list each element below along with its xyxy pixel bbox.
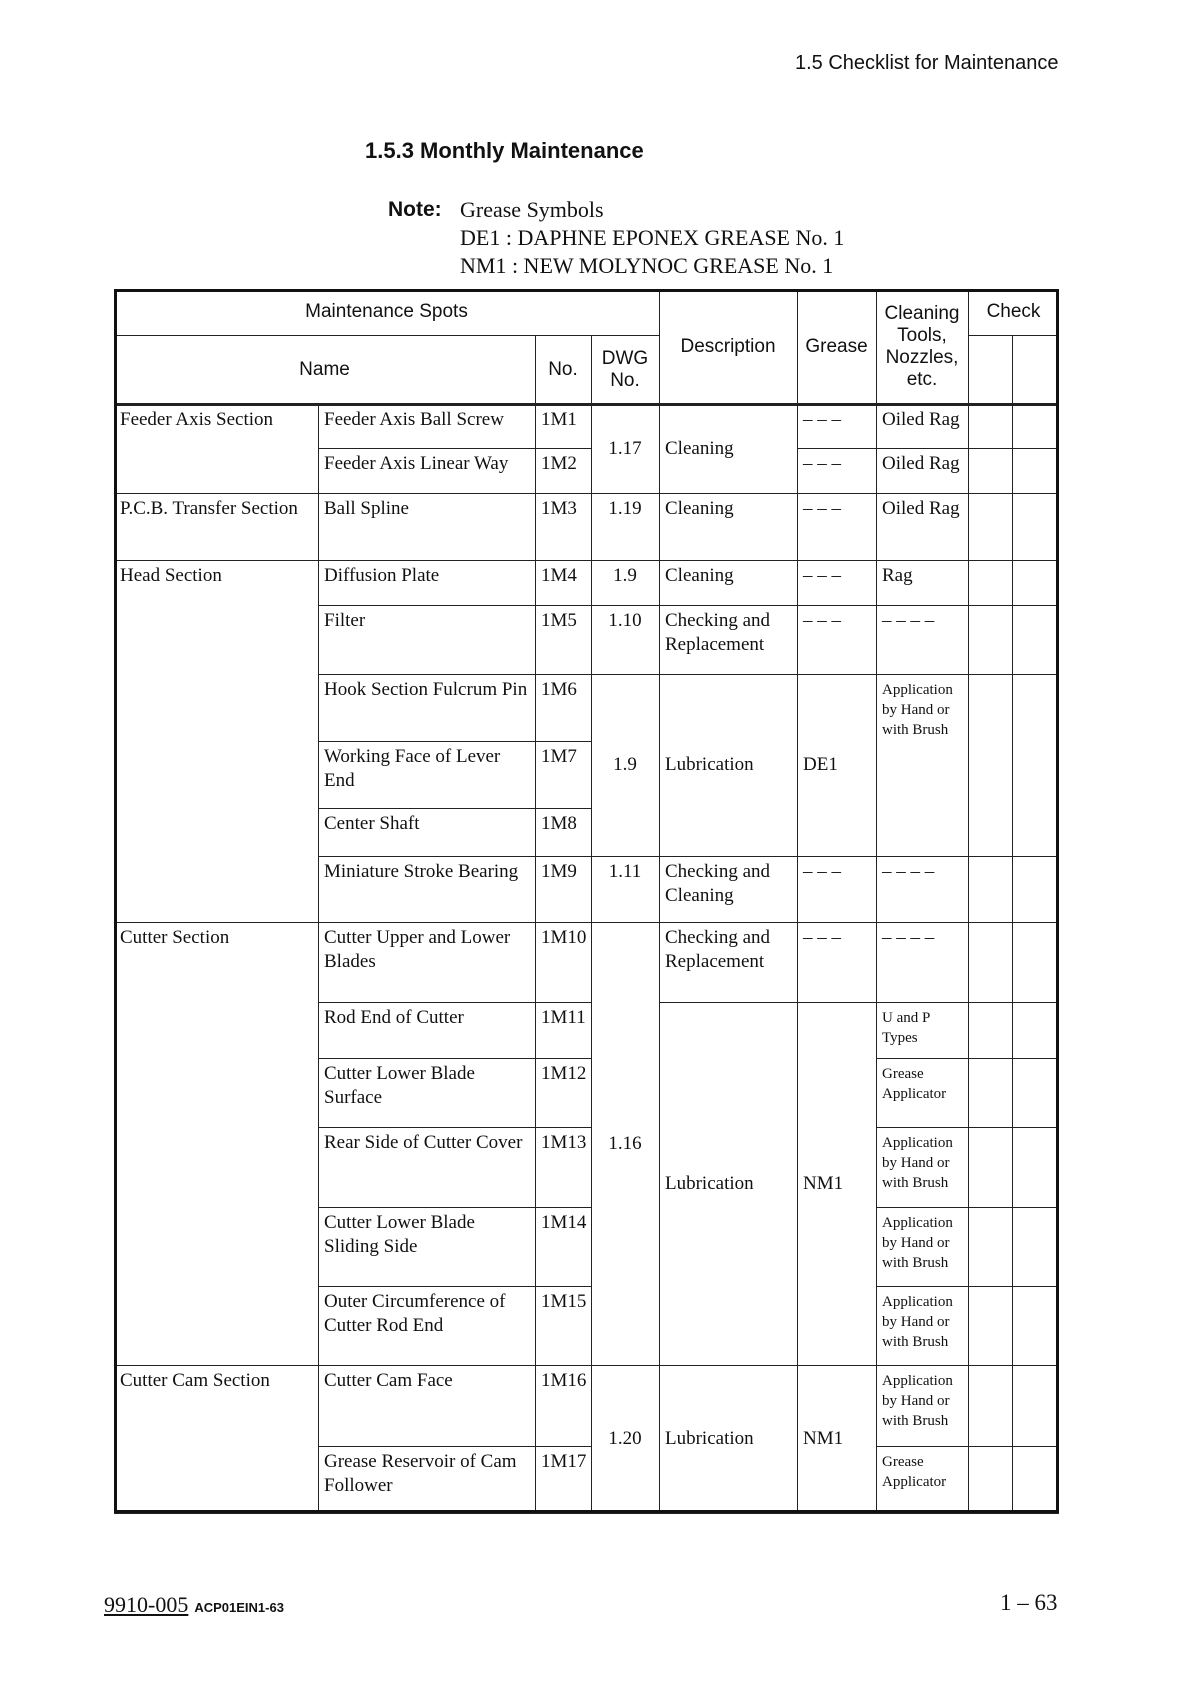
item-no: 1M11 bbox=[541, 1007, 586, 1028]
item-no: 1M14 bbox=[541, 1212, 587, 1233]
grease-symbol: – – – bbox=[803, 927, 841, 948]
section-name: Head Section bbox=[120, 565, 222, 586]
check-box[interactable] bbox=[1012, 674, 1059, 856]
item-name: Grease Reservoir of Cam Follower bbox=[324, 1451, 517, 1496]
header-cleaning-tools: Cleaning Tools, Nozzles, etc. bbox=[884, 302, 960, 390]
description: Lubrication bbox=[665, 754, 754, 775]
doc-code: ACP01EIN1-63 bbox=[194, 1600, 284, 1615]
grease-symbol: NM1 bbox=[803, 1428, 844, 1449]
grease-symbol: – – – bbox=[803, 498, 841, 519]
check-box[interactable] bbox=[968, 1286, 1012, 1365]
description: Cleaning bbox=[665, 437, 734, 459]
item-no: 1M16 bbox=[541, 1370, 587, 1391]
cleaning-tool: Oiled Rag bbox=[882, 409, 960, 430]
item-name: Working Face of Lever End bbox=[324, 746, 501, 791]
item-name: Rod End of Cutter bbox=[324, 1007, 464, 1028]
description: Lubrication bbox=[665, 1172, 754, 1194]
doc-number: 9910-005 bbox=[104, 1592, 189, 1617]
header-check: Check bbox=[986, 301, 1041, 322]
grid-line-h bbox=[591, 1513, 659, 1514]
maintenance-table bbox=[114, 289, 1059, 1513]
check-box[interactable] bbox=[1012, 1058, 1059, 1127]
item-name: Cutter Lower Blade Sliding Side bbox=[324, 1212, 475, 1257]
check-box[interactable] bbox=[1012, 1002, 1059, 1058]
item-no: 1M13 bbox=[541, 1132, 587, 1153]
cleaning-tool: – – – – bbox=[882, 861, 935, 882]
header-no: No. bbox=[548, 358, 578, 380]
check-box[interactable] bbox=[968, 856, 1012, 922]
item-no: 1M17 bbox=[541, 1451, 587, 1472]
dwg-no: 1.9 bbox=[613, 754, 637, 775]
check-box[interactable] bbox=[1012, 493, 1059, 560]
note-line: Grease Symbols bbox=[460, 197, 604, 222]
item-no: 1M9 bbox=[541, 861, 577, 882]
item-name: Hook Section Fulcrum Pin bbox=[324, 679, 528, 700]
grid-line-h bbox=[797, 1513, 876, 1514]
item-no: 1M4 bbox=[541, 565, 577, 586]
grid-line-h bbox=[114, 335, 659, 336]
item-name: Feeder Axis Ball Screw bbox=[324, 409, 504, 430]
footer-doc-id bbox=[104, 1592, 284, 1618]
check-box[interactable] bbox=[1012, 1127, 1059, 1207]
section-name: Cutter Section bbox=[120, 927, 230, 948]
check-box[interactable] bbox=[968, 1058, 1012, 1127]
description: Checking and Replacement bbox=[665, 610, 771, 655]
check-box[interactable] bbox=[1012, 560, 1059, 605]
item-name: Cutter Cam Face bbox=[324, 1370, 453, 1391]
page-number: 1 – 63 bbox=[1000, 1590, 1058, 1615]
check-box[interactable] bbox=[1012, 922, 1059, 1002]
check-box[interactable] bbox=[968, 1127, 1012, 1207]
cleaning-tool: Grease Applicator bbox=[882, 1066, 947, 1102]
check-box[interactable] bbox=[1012, 448, 1059, 493]
check-box[interactable] bbox=[968, 448, 1012, 493]
check-box[interactable] bbox=[968, 1002, 1012, 1058]
check-box[interactable] bbox=[968, 605, 1012, 674]
item-name: Outer Circumference of Cutter Rod End bbox=[324, 1291, 506, 1336]
item-name: Filter bbox=[324, 610, 366, 631]
cleaning-tool: Application by Hand or with Brush bbox=[882, 1373, 953, 1429]
note-label: Note: bbox=[388, 198, 442, 221]
item-name: Feeder Axis Linear Way bbox=[324, 453, 509, 474]
cleaning-tool: – – – – bbox=[882, 610, 935, 631]
grid-line-h bbox=[318, 1513, 591, 1514]
grid-line-h bbox=[114, 1513, 318, 1514]
dwg-no: 1.11 bbox=[608, 861, 642, 882]
dwg-no: 1.17 bbox=[608, 437, 642, 459]
check-box[interactable] bbox=[968, 493, 1012, 560]
section-name: Cutter Cam Section bbox=[120, 1370, 270, 1391]
dwg-no: 1.9 bbox=[613, 565, 637, 586]
cleaning-tool: Grease Applicator bbox=[882, 1454, 947, 1490]
check-box[interactable] bbox=[1012, 1446, 1059, 1513]
check-box[interactable] bbox=[968, 1207, 1012, 1286]
description: Checking and Replacement bbox=[665, 927, 771, 972]
item-no: 1M2 bbox=[541, 453, 577, 474]
item-name: Cutter Upper and Lower Blades bbox=[324, 927, 511, 972]
item-no: 1M15 bbox=[541, 1291, 587, 1312]
description: Checking and Cleaning bbox=[665, 861, 771, 906]
grease-symbol: NM1 bbox=[803, 1172, 844, 1194]
item-no: 1M1 bbox=[541, 409, 577, 430]
check-box[interactable] bbox=[968, 1446, 1012, 1513]
header-name: Name bbox=[299, 358, 350, 380]
check-box[interactable] bbox=[1012, 1365, 1059, 1446]
cleaning-tool: Rag bbox=[882, 565, 913, 586]
check-box[interactable] bbox=[968, 560, 1012, 605]
dwg-no: 1.19 bbox=[608, 498, 642, 519]
description: Lubrication bbox=[665, 1428, 754, 1449]
item-name: Ball Spline bbox=[324, 498, 409, 519]
description: Cleaning bbox=[665, 565, 734, 586]
cleaning-tool: Application by Hand or with Brush bbox=[882, 1294, 953, 1350]
dwg-no: 1.20 bbox=[608, 1428, 642, 1449]
check-box[interactable] bbox=[1012, 1286, 1059, 1365]
cleaning-tool: Application by Hand or with Brush bbox=[882, 1215, 953, 1271]
dwg-no: 1.10 bbox=[608, 610, 642, 631]
item-name: Rear Side of Cutter Cover bbox=[324, 1132, 523, 1153]
header-maintenance-spots: Maintenance Spots bbox=[305, 301, 468, 322]
item-no: 1M3 bbox=[541, 498, 577, 519]
item-no: 1M5 bbox=[541, 610, 577, 631]
grease-symbol: – – – bbox=[803, 409, 841, 430]
item-no: 1M6 bbox=[541, 679, 577, 700]
running-head: 1.5 Checklist for Maintenance bbox=[795, 52, 1059, 74]
check-box[interactable] bbox=[1012, 404, 1059, 448]
grease-symbol: DE1 bbox=[803, 754, 838, 775]
item-no: 1M10 bbox=[541, 927, 587, 948]
grease-symbol: – – – bbox=[803, 565, 841, 586]
cleaning-tool: Oiled Rag bbox=[882, 498, 960, 519]
check-box[interactable] bbox=[1012, 605, 1059, 674]
item-name: Center Shaft bbox=[324, 813, 420, 834]
cleaning-tool: Application by Hand or with Brush bbox=[882, 1135, 953, 1191]
item-no: 1M8 bbox=[541, 813, 577, 834]
grid-line-h bbox=[968, 335, 1059, 336]
item-name: Miniature Stroke Bearing bbox=[324, 861, 519, 882]
check-box[interactable] bbox=[968, 1365, 1012, 1446]
header-grease: Grease bbox=[805, 335, 868, 357]
check-box[interactable] bbox=[968, 404, 1012, 448]
note-line: NM1 : NEW MOLYNOC GREASE No. 1 bbox=[460, 253, 834, 278]
description: Cleaning bbox=[665, 498, 734, 519]
check-box[interactable] bbox=[1012, 856, 1059, 922]
grease-symbol: – – – bbox=[803, 453, 841, 474]
cleaning-tool: – – – – bbox=[882, 927, 935, 948]
cleaning-tool: Oiled Rag bbox=[882, 453, 960, 474]
check-box[interactable] bbox=[968, 922, 1012, 1002]
check-box[interactable] bbox=[968, 674, 1012, 856]
cleaning-tool: Application by Hand or with Brush bbox=[882, 682, 953, 738]
cleaning-tool: U and P Types bbox=[882, 1010, 930, 1046]
grease-symbol: – – – bbox=[803, 610, 841, 631]
check-box[interactable] bbox=[1012, 1207, 1059, 1286]
note-line: DE1 : DAPHNE EPONEX GREASE No. 1 bbox=[460, 225, 845, 250]
item-name: Cutter Lower Blade Surface bbox=[324, 1063, 475, 1108]
item-name: Diffusion Plate bbox=[324, 565, 440, 586]
item-no: 1M7 bbox=[541, 746, 577, 767]
grid-line-h bbox=[659, 1513, 797, 1514]
dwg-no: 1.16 bbox=[608, 1132, 642, 1154]
section-name: Feeder Axis Section bbox=[120, 409, 274, 430]
header-description: Description bbox=[680, 335, 776, 357]
section-title: 1.5.3 Monthly Maintenance bbox=[365, 138, 644, 163]
item-no: 1M12 bbox=[541, 1063, 587, 1084]
header-dwg-no: DWG No. bbox=[601, 347, 649, 391]
grease-symbol: – – – bbox=[803, 861, 841, 882]
section-name: P.C.B. Transfer Section bbox=[120, 498, 298, 519]
